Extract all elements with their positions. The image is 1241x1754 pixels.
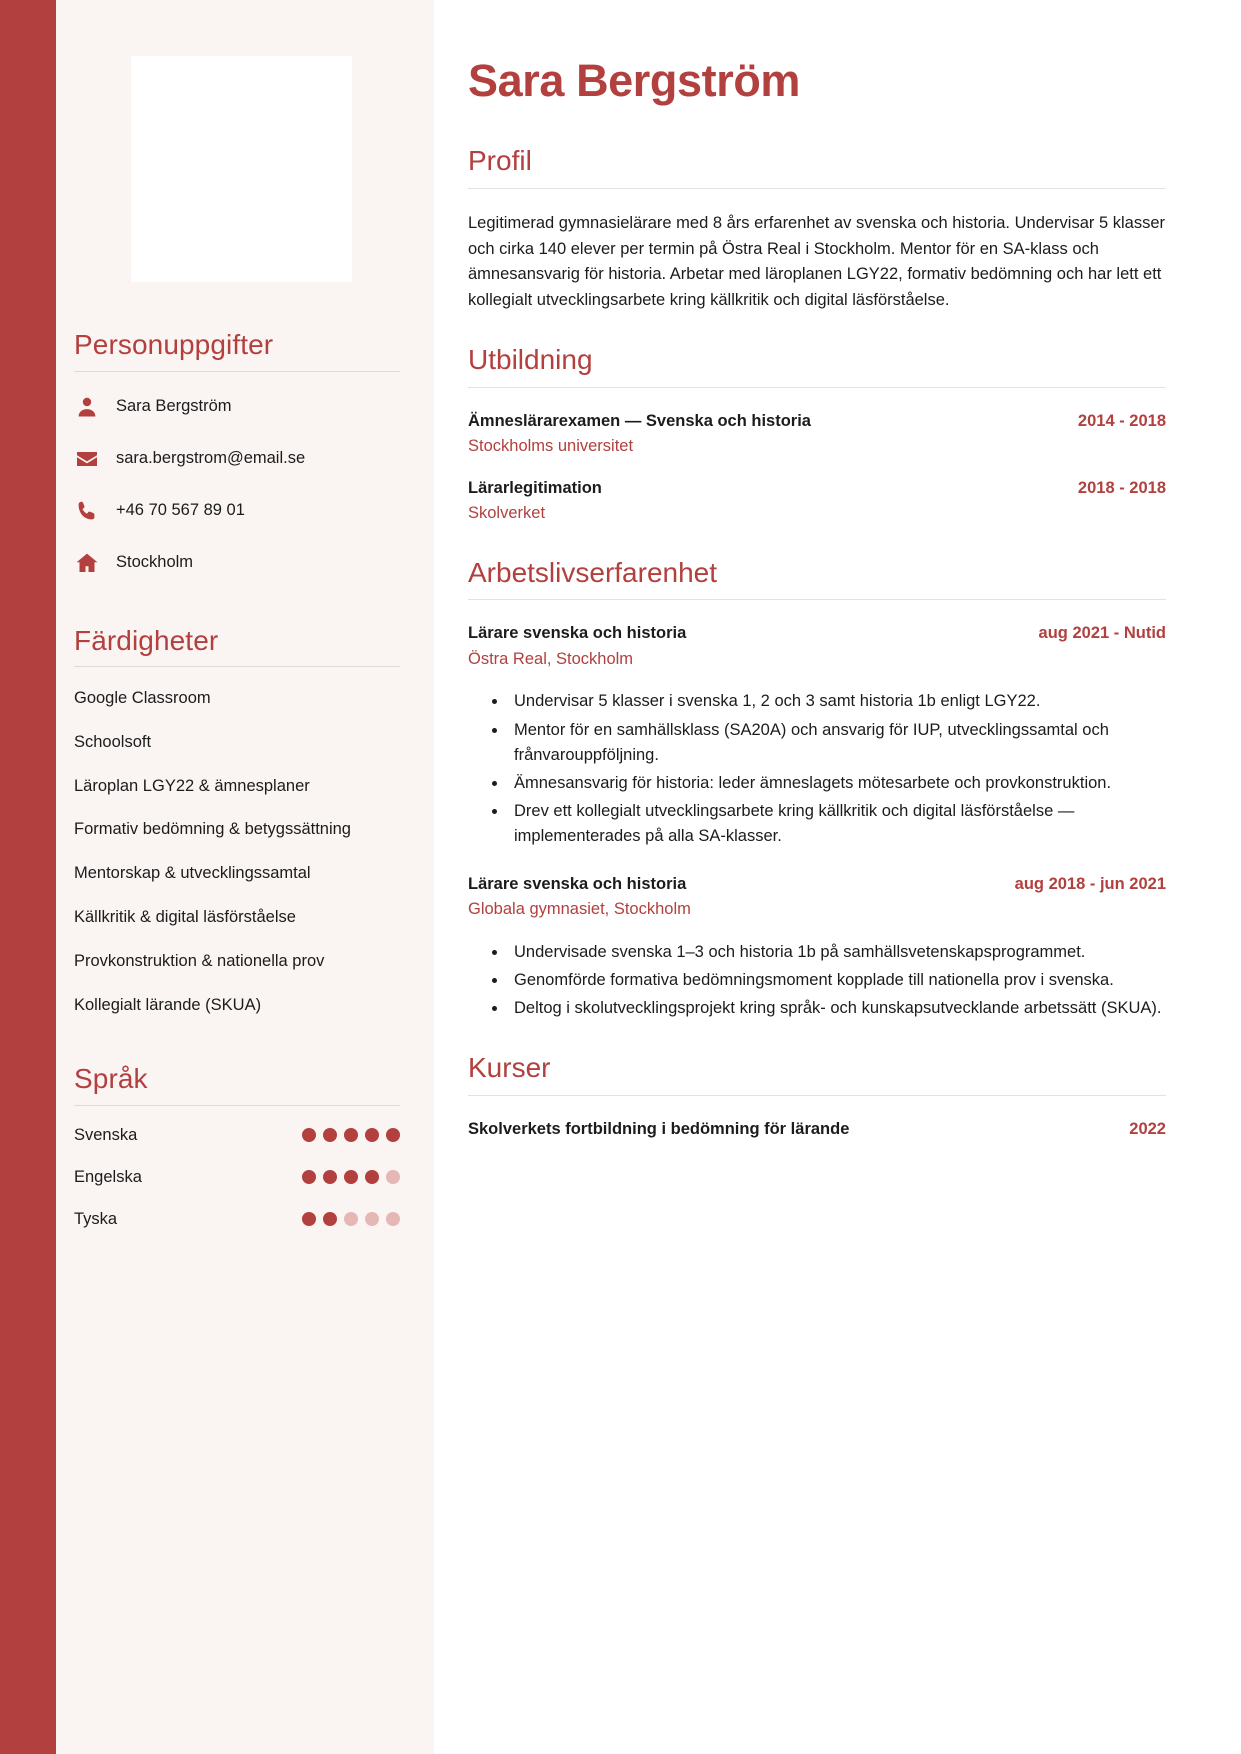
left-accent-bar [0, 0, 56, 1754]
list-item: Kollegialt lärande (SKUA) [74, 995, 262, 1014]
contact-value-email: sara.bergstrom@email.se [116, 448, 306, 467]
experience-date: aug 2021 - Nutid [1038, 624, 1166, 643]
contact-row-location [74, 548, 400, 578]
skills-section [74, 624, 400, 1017]
list-item: • Undervisade svenska 1–3 och historia 1b på samhällsvetenskapsprogrammet. [508, 940, 1166, 965]
profile-section [468, 144, 1166, 313]
contact-value-location: Stockholm [116, 552, 194, 571]
personal-details-section [74, 328, 400, 578]
language-level-dots [302, 1212, 400, 1226]
rating-dot-filled [302, 1128, 316, 1142]
language-label: Tyska [74, 1209, 118, 1228]
profile-text: Legitimerad gymnasielärare med 8 års erfarenhet av svenska och historia. Undervisar 5 klasser och cirka 140 elever per termin på Östra Real i Stockholm. Mentor för en SA-klass och ämnesansvarig för historia. Arbetar med läroplanen LGY22, formativ bedömning och har lett ett kollegialt utvecklingsarbete kring källkritik och digital läsförståelse. [468, 213, 1165, 309]
experience-org: Globala gymnasiet, Stockholm [468, 900, 691, 919]
education-org: Skolverket [468, 503, 546, 522]
rating-dot-filled [302, 1212, 316, 1226]
language-label: Svenska [74, 1125, 138, 1144]
skills-list [74, 687, 400, 1016]
courses-section [468, 1051, 1166, 1141]
rating-dot-empty [344, 1212, 358, 1226]
sidebar [56, 0, 434, 1754]
divider [74, 371, 400, 372]
language-level-dots [302, 1128, 400, 1142]
courses-heading: Kurser [468, 1052, 551, 1084]
rating-dot-empty [365, 1212, 379, 1226]
list-item [74, 1210, 400, 1229]
list-item: • Deltog i skolutvecklingsprojekt kring språk- och kunskapsutvecklande arbetssätt (SKUA). [508, 996, 1166, 1021]
list-item: Läroplan LGY22 & ämnesplaner [74, 776, 310, 795]
course-date: 2022 [1129, 1119, 1166, 1138]
experience-org: Östra Real, Stockholm [468, 649, 634, 668]
list-item: • Mentor för en samhällsklass (SA20A) och ansvarig för IUP, utvecklingssamtal och frånvarouppföljning. [508, 718, 1166, 768]
list-item: Google Classroom [74, 689, 211, 708]
home-icon [74, 551, 100, 575]
divider [468, 188, 1166, 189]
skills-heading: Färdigheter [74, 624, 219, 656]
rating-dot-empty [386, 1170, 400, 1184]
contact-row-email[interactable] [74, 444, 400, 474]
contact-value-phone: +46 70 567 89 01 [116, 500, 245, 519]
experience-title: Lärare svenska och historia [468, 874, 687, 893]
divider [468, 387, 1166, 388]
list-item: • Drev ett kollegialt utvecklingsarbete kring källkritik och digital läsförståelse — implementerades på alla SA-klasser. [508, 799, 1166, 849]
personal-details-heading: Personuppgifter [74, 329, 274, 360]
experience-entry [468, 873, 1166, 1021]
rating-dot-filled [323, 1128, 337, 1142]
divider [468, 1095, 1166, 1096]
list-item: • Ämnesansvarig för historia: leder ämneslagets mötesarbete och provkonstruktion. [508, 771, 1166, 796]
contact-value-name: Sara Bergström [116, 396, 232, 415]
experience-heading: Arbetslivserfarenhet [468, 556, 718, 588]
experience-date: aug 2018 - jun 2021 [1014, 874, 1166, 893]
education-date: 2018 - 2018 [1077, 478, 1166, 497]
experience-bullets [468, 689, 1166, 848]
languages-section [74, 1062, 400, 1229]
education-entry [468, 477, 1166, 526]
rating-dot-filled [323, 1212, 337, 1226]
person-icon [74, 395, 100, 419]
rating-dot-filled [365, 1170, 379, 1184]
education-title: Lärarlegitimation [468, 478, 602, 497]
list-item: • Undervisar 5 klasser i svenska 1, 2 och 3 samt historia 1b enligt LGY22. [508, 689, 1166, 714]
list-item: Schoolsoft [74, 732, 152, 751]
list-item [74, 1168, 400, 1187]
experience-section [468, 556, 1166, 1021]
education-date: 2014 - 2018 [1077, 411, 1166, 430]
contact-row-phone[interactable] [74, 496, 400, 526]
list-item: Mentorskap & utvecklingssamtal [74, 864, 311, 883]
experience-bullets [468, 940, 1166, 1021]
contact-row-name [74, 392, 400, 422]
education-heading: Utbildning [468, 344, 593, 376]
rating-dot-filled [344, 1170, 358, 1184]
education-section [468, 343, 1166, 526]
course-entry [468, 1118, 1166, 1141]
language-label: Engelska [74, 1167, 142, 1186]
profile-heading: Profil [468, 145, 532, 177]
languages-heading: Språk [74, 1063, 148, 1095]
list-item: • Genomförde formativa bedömningsmoment kopplade till nationella prov i svenska. [508, 968, 1166, 993]
list-item [74, 1126, 400, 1145]
language-level-dots [302, 1170, 400, 1184]
divider [74, 666, 400, 667]
education-title: Ämneslärarexamen — Svenska och historia [468, 411, 811, 430]
list-item: Källkritik & digital läsförståelse [74, 908, 296, 927]
list-item: Formativ bedömning & betygssättning [74, 820, 351, 839]
rating-dot-filled [365, 1128, 379, 1142]
divider [468, 599, 1166, 600]
envelope-icon [74, 447, 100, 471]
list-item: Provkonstruktion & nationella prov [74, 951, 325, 970]
main-content [434, 0, 1241, 1754]
experience-entry [468, 622, 1166, 848]
profile-photo-placeholder [131, 56, 352, 282]
divider [74, 1105, 400, 1106]
rating-dot-filled [344, 1128, 358, 1142]
phone-icon [74, 499, 100, 523]
course-title: Skolverkets fortbildning i bedömning för lärande [468, 1119, 850, 1138]
experience-title: Lärare svenska och historia [468, 624, 687, 643]
page-title: Sara Bergström [468, 55, 801, 106]
rating-dot-filled [323, 1170, 337, 1184]
rating-dot-filled [302, 1170, 316, 1184]
education-entry [468, 410, 1166, 459]
rating-dot-empty [386, 1212, 400, 1226]
education-org: Stockholms universitet [468, 436, 634, 455]
rating-dot-filled [386, 1128, 400, 1142]
